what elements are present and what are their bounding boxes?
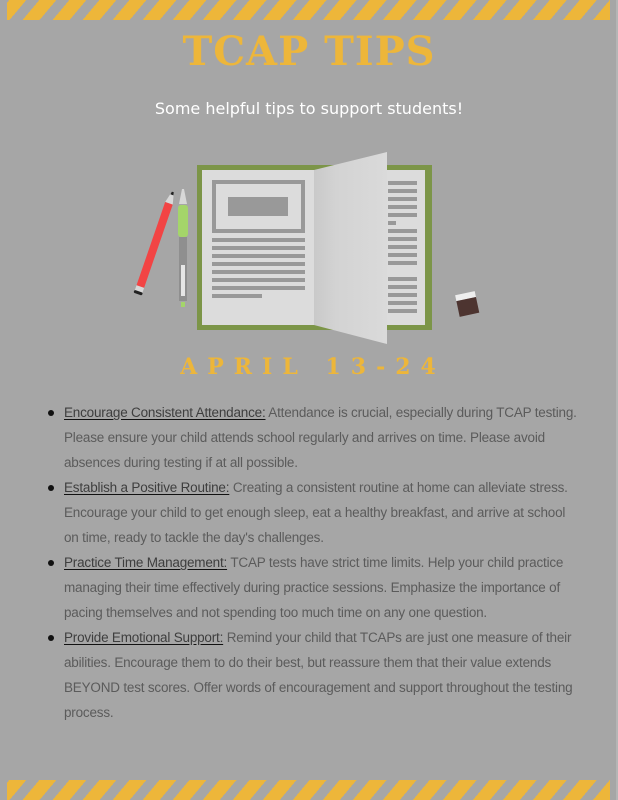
eraser-icon [455,291,479,317]
tip-body: TCAP tests have strict time limits. Help your child practice managing their time effectively during practice sessions. Emphasize the importance of pacing themselves and not spending too much time on any one question. [64,555,564,620]
bullet-icon [48,485,54,491]
tip-heading: Practice Time Management: [64,555,228,570]
hazard-stripe-bottom [7,780,610,800]
tip-item-emotional-support [48,625,578,725]
tip-item-attendance [48,400,578,475]
study-illustration [0,0,618,345]
page-title: TCAP TIPS [182,28,436,75]
tips-list [48,400,578,725]
tip-body: Attendance is crucial, especially during TCAP testing. Please ensure your child attends school regularly and arrives on time. Please avoid absences during testing if at all possible. [64,405,577,470]
page-subtitle: Some helpful tips to support students! [154,99,464,118]
bullet-icon [48,560,54,566]
bullet-icon [48,410,54,416]
testing-dates: APRIL 13-24 [180,354,446,380]
tip-item-routine [48,475,578,550]
open-book-icon [197,152,432,344]
tip-heading: Encourage Consistent Attendance: [64,405,266,420]
pencil-icon [133,191,177,296]
bullet-icon [48,635,54,641]
tip-body: Creating a consistent routine at home can alleviate stress. Encourage your child to get enough sleep, eat a healthy breakfast, and arrive at school on time, ready to tackle the day's challenges. [64,480,568,545]
pen-icon [178,189,188,307]
tip-body: Remind your child that TCAPs are just one measure of their abilities. Encourage them to do their best, but reassure them that their value extends BEYOND test scores. Offer words of encouragement and support throughout the testing process. [64,630,573,720]
tip-heading: Establish a Positive Routine: [64,480,230,495]
tip-heading: Provide Emotional Support: [64,630,224,645]
tip-item-time-management [48,550,578,625]
